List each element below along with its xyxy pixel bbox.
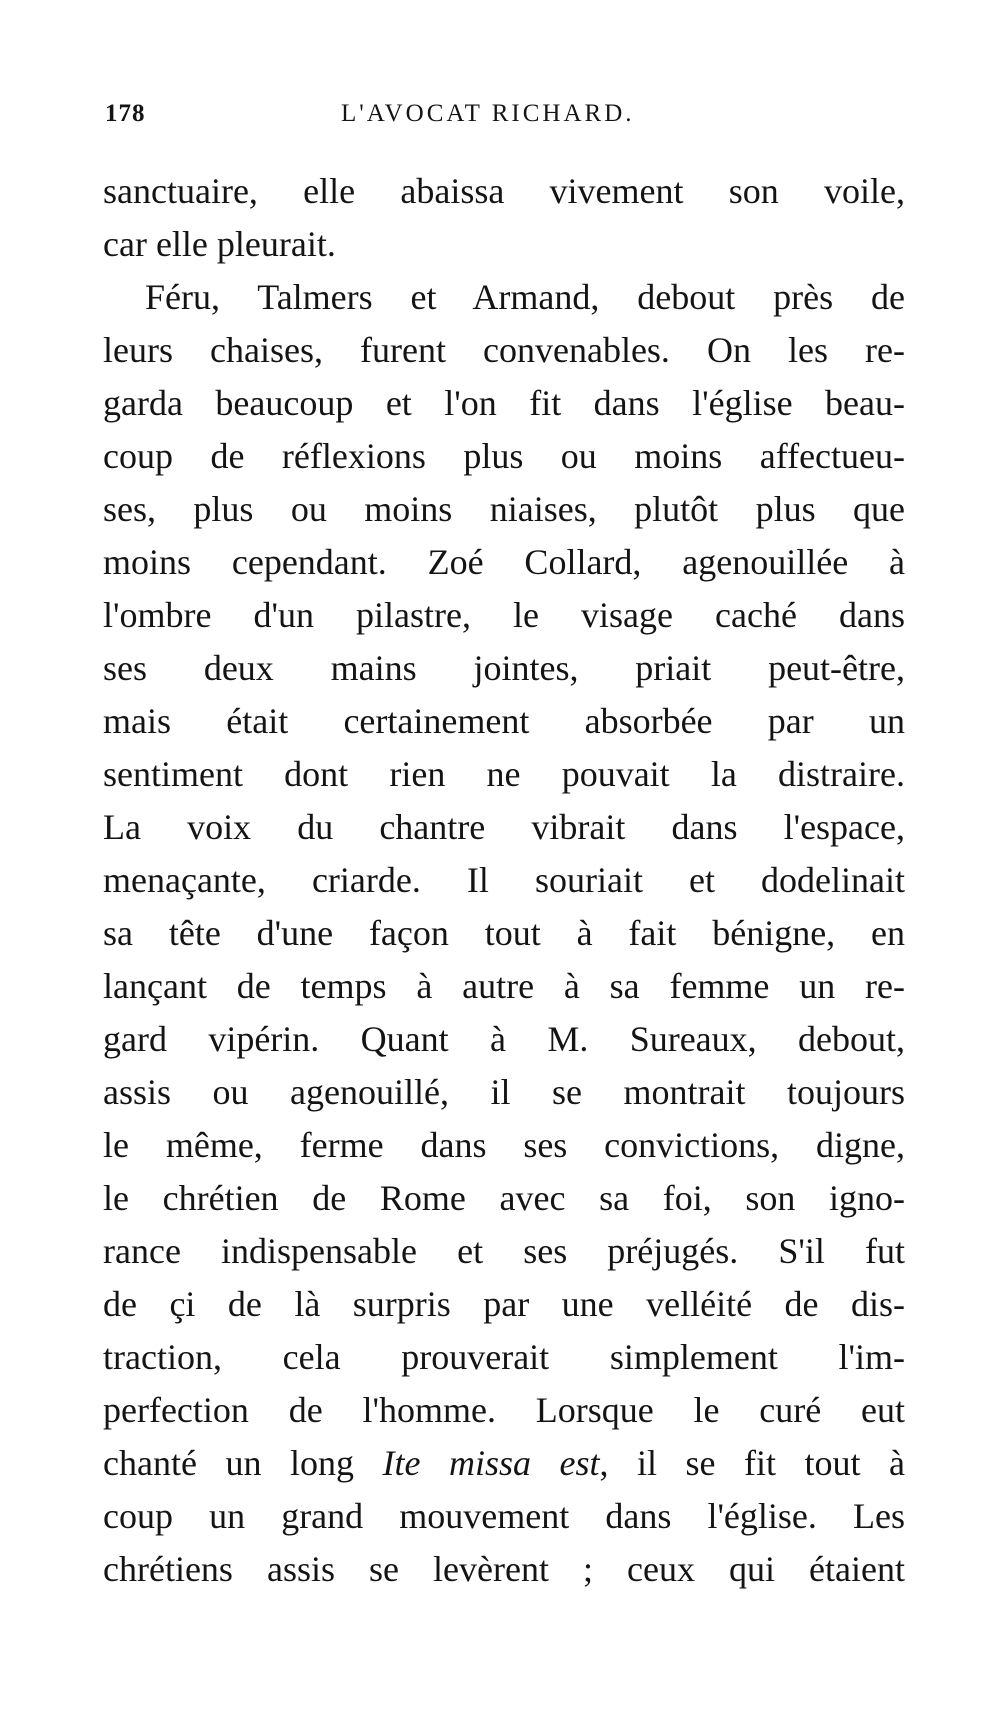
text-segment: , il se fit tout à <box>599 1443 905 1483</box>
text-line: leurs chaises, furent convenables. On les re- <box>103 330 905 370</box>
italic-phrase: Ite missa est <box>382 1443 600 1483</box>
text-line: Féru, Talmers et Armand, debout près de <box>145 277 905 317</box>
text-line: l'ombre d'un pilastre, le visage caché dans <box>103 595 905 635</box>
text-line: perfection de l'homme. Lorsque le curé eut <box>103 1390 905 1430</box>
text-line: gard vipérin. Quant à M. Sureaux, debout, <box>103 1019 905 1059</box>
text-line: car elle pleurait. <box>103 224 336 264</box>
text-line: sanctuaire, elle abaissa vivement son voile, <box>103 171 905 211</box>
text-line: le même, ferme dans ses convictions, digne, <box>103 1125 905 1165</box>
text-line: le chrétien de Rome avec sa foi, son igno- <box>103 1178 905 1218</box>
text-line: de çi de là surpris par une velléité de dis- <box>103 1284 905 1324</box>
text-line-with-italic <box>103 1437 905 1490</box>
text-line: garda beaucoup et l'on fit dans l'église beau- <box>103 383 905 423</box>
text-line: sa tête d'une façon tout à fait bénigne, en <box>103 913 905 953</box>
text-line: chrétiens assis se levèrent ; ceux qui étaient <box>103 1549 905 1589</box>
text-line: ses deux mains jointes, priait peut-être, <box>103 648 905 688</box>
text-segment: chanté un long <box>103 1443 383 1483</box>
text-line: coup de réflexions plus ou moins affectueu- <box>103 436 905 476</box>
text-line: La voix du chantre vibrait dans l'espace, <box>103 807 905 847</box>
body-text <box>103 165 905 1596</box>
text-line: mais était certainement absorbée par un <box>103 701 905 741</box>
text-line: assis ou agenouillé, il se montrait toujours <box>103 1072 905 1112</box>
running-title: L'AVOCAT RICHARD. <box>341 100 635 127</box>
page-number: 178 <box>105 100 146 127</box>
text-line: traction, cela prouverait simplement l'im- <box>103 1337 905 1377</box>
text-line: sentiment dont rien ne pouvait la distraire. <box>103 754 905 794</box>
running-head <box>105 100 905 140</box>
text-line: coup un grand mouvement dans l'église. Les <box>103 1496 905 1536</box>
text-line: lançant de temps à autre à sa femme un re- <box>103 966 905 1006</box>
text-line: moins cependant. Zoé Collard, agenouillée à <box>103 542 905 582</box>
text-line: rance indispensable et ses préjugés. S'il fut <box>103 1231 905 1271</box>
text-line: menaçante, criarde. Il souriait et dodelinait <box>103 860 905 900</box>
text-line: ses, plus ou moins niaises, plutôt plus que <box>103 489 905 529</box>
